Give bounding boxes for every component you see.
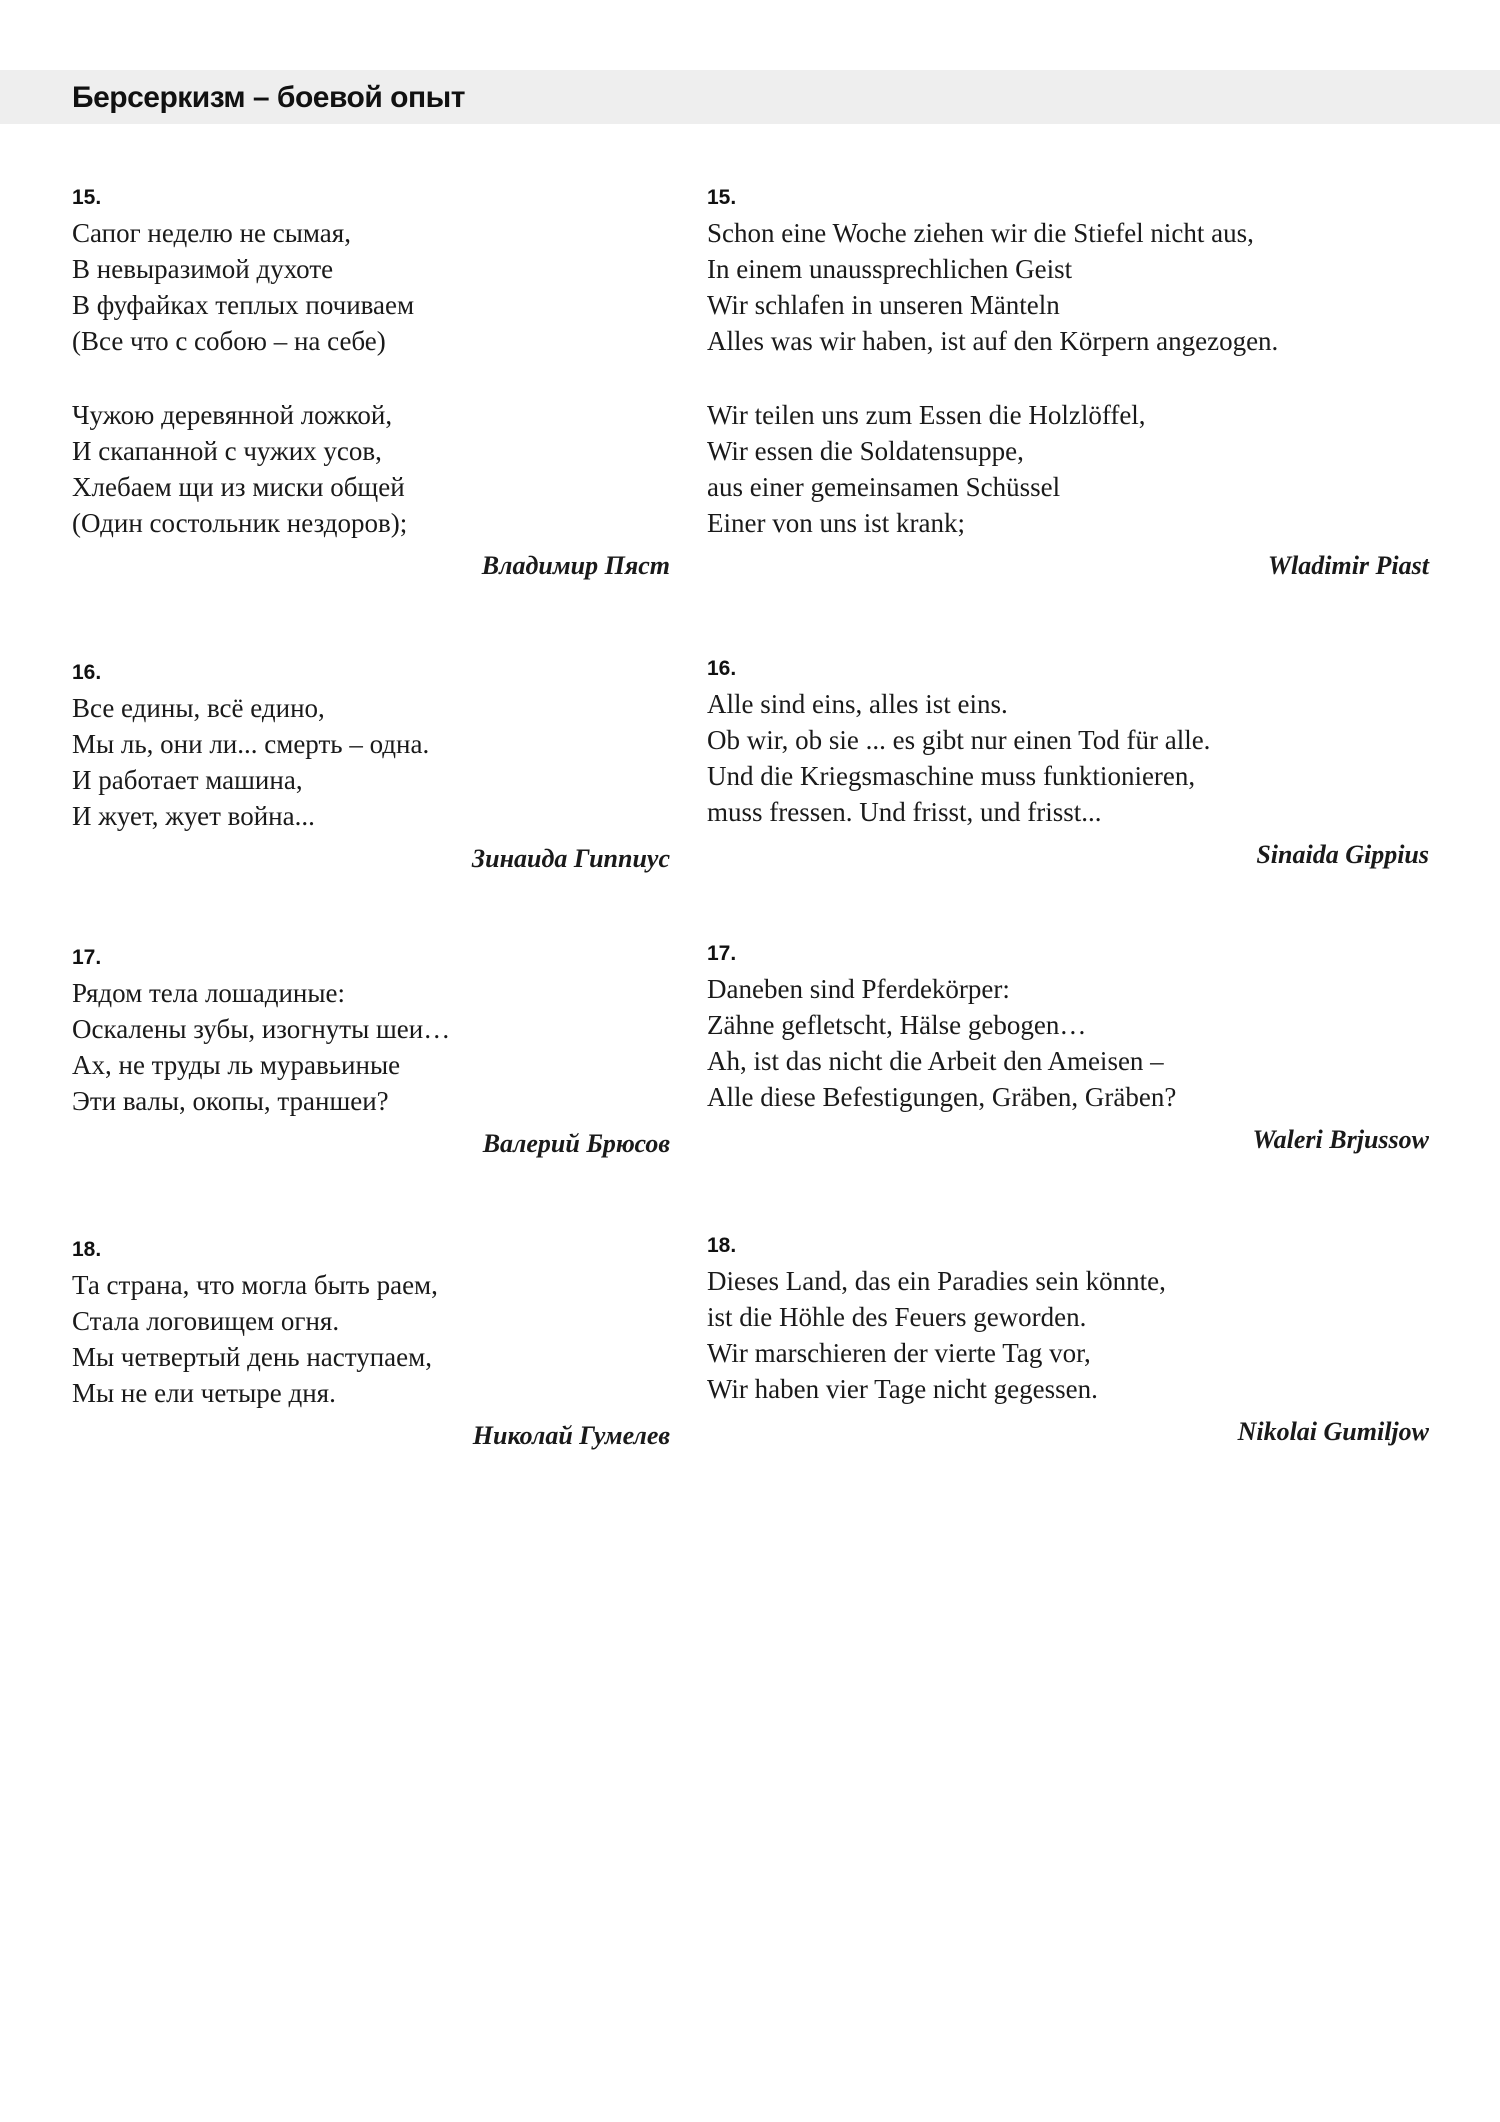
poem-line: Daneben sind Pferdekörper: (707, 974, 1010, 1004)
poem-line: aus einer gemeinsamen Schüssel (707, 472, 1061, 502)
poem-line: Ah, ist das nicht die Arbeit den Ameisen – (707, 1046, 1164, 1076)
stanza (707, 215, 1429, 359)
stanza (707, 1263, 1429, 1407)
stanza (72, 397, 670, 541)
poem-line: muss fressen. Und frisst, und frisst... (707, 797, 1102, 827)
german-translation (707, 1233, 1429, 1449)
poem-author: Nikolai Gumiljow (1237, 1417, 1429, 1446)
stanza (72, 215, 670, 359)
poem-line: Wir schlafen in unseren Mänteln (707, 290, 1060, 320)
poem-line: Schon eine Woche ziehen wir die Stiefel nicht aus, (707, 218, 1254, 248)
poem-line: Alle diese Befestigungen, Gräben, Gräben? (707, 1082, 1177, 1112)
poem-line: Ob wir, ob sie ... es gibt nur einen Tod für alle. (707, 725, 1211, 755)
poem-line: И жует, жует война... (72, 801, 315, 831)
poem-line: ist die Höhle des Feuers geworden. (707, 1302, 1087, 1332)
poem-line: Wir haben vier Tage nicht gegessen. (707, 1374, 1098, 1404)
poem-author: Зинаида Гиппиус (471, 844, 670, 873)
poem-number: 17. (72, 946, 102, 969)
russian-poem (72, 185, 670, 583)
poem-author: Sinaida Gippius (1256, 840, 1429, 869)
poem-author: Владимир Пяст (481, 551, 670, 580)
poem-line: И скапанной с чужих усов, (72, 436, 382, 466)
poem-line: Ах, не труды ль муравьиные (72, 1050, 401, 1080)
poem-line: Alles was wir haben, ist auf den Körpern angezogen. (707, 326, 1279, 356)
russian-poem (72, 660, 670, 876)
german-translation (707, 656, 1429, 872)
stanza (72, 1267, 670, 1411)
russian-poem (72, 1237, 670, 1453)
poem-line: Zähne gefletscht, Hälse gebogen… (707, 1010, 1087, 1040)
poem-line: Стала логовищем огня. (72, 1306, 340, 1336)
poem-line: В фуфайках теплых почиваем (72, 290, 415, 320)
poem-line: Та страна, что могла быть раем, (72, 1270, 438, 1300)
poem-author: Wladimir Piast (1267, 551, 1429, 580)
poem-line: Хлебаем щи из миски общей (72, 472, 405, 502)
poem-line: Сапог неделю не сымая, (72, 218, 351, 248)
poem-line: Чужою деревянной ложкой, (72, 400, 393, 430)
poem-line: Мы ль, они ли... смерть – одна. (72, 729, 430, 759)
poem-line: Und die Kriegsmaschine muss funktionieren, (707, 761, 1196, 791)
poem-line: Wir teilen uns zum Essen die Holzlöffel, (707, 400, 1146, 430)
german-translation (707, 185, 1429, 583)
poem-author: Waleri Brjussow (1252, 1125, 1429, 1154)
russian-poem (72, 945, 670, 1161)
poem-line: Wir marschieren der vierte Tag vor, (707, 1338, 1091, 1368)
stanza (707, 686, 1429, 830)
poem-author: Валерий Брюсов (482, 1129, 670, 1158)
poem-line: Все едины, всё едино, (72, 693, 325, 723)
stanza (707, 397, 1429, 541)
poem-number: 18. (707, 1234, 737, 1257)
stanza (72, 975, 670, 1119)
poem-author: Николай Гумелев (472, 1421, 670, 1450)
poem-line: И работает машина, (72, 765, 303, 795)
poem-line: In einem unaussprechlichen Geist (707, 254, 1073, 284)
poem-line: Мы четвертый день наступаем, (72, 1342, 432, 1372)
poem-number: 18. (72, 1238, 102, 1261)
poem-line: (Все что с собою – на себе) (72, 326, 386, 356)
poem-number: 15. (707, 186, 737, 209)
poem-number: 17. (707, 942, 737, 965)
german-translation (707, 941, 1429, 1157)
poem-line: Рядом тела лошадиные: (72, 978, 345, 1008)
poem-line: (Один состольник нездоров); (72, 508, 408, 538)
poem-line: Alle sind eins, alles ist eins. (707, 689, 1008, 719)
poem-line: В невыразимой духоте (72, 254, 334, 284)
stanza (72, 690, 670, 834)
poem-line: Мы не ели четыре дня. (72, 1378, 336, 1408)
poem-line: Einer von uns ist krank; (707, 508, 965, 538)
poem-line: Эти валы, окопы, траншеи? (72, 1086, 389, 1116)
poem-line: Wir essen die Soldatensuppe, (707, 436, 1024, 466)
poem-line: Оскалены зубы, изогнуты шеи… (72, 1014, 451, 1044)
poem-line: Dieses Land, das ein Paradies sein könnte, (707, 1266, 1166, 1296)
stanza (707, 971, 1429, 1115)
page-title: Берсеркизм – боевой опыт (72, 81, 465, 114)
poem-number: 16. (707, 657, 737, 680)
poem-number: 16. (72, 661, 102, 684)
poem-number: 15. (72, 186, 102, 209)
